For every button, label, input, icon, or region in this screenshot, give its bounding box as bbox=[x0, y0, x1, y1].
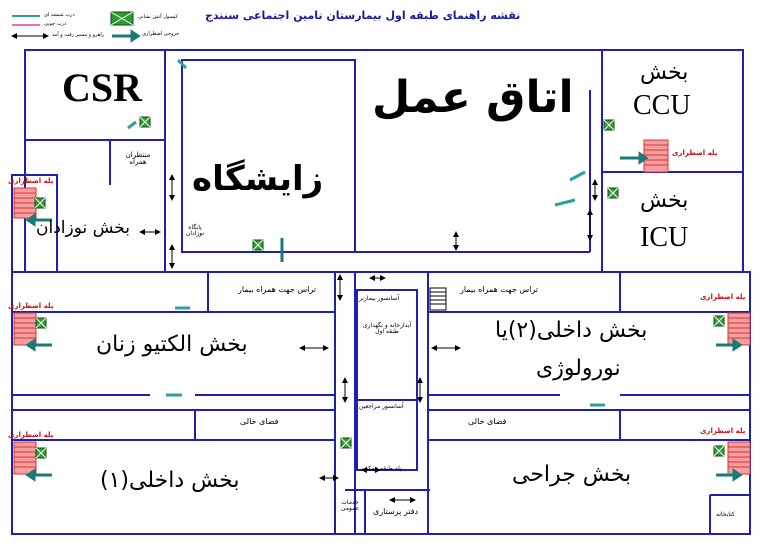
emergency-stair-label: پله اضطراری bbox=[8, 302, 54, 310]
stair-icon bbox=[728, 442, 750, 474]
room-surgery: بخش جراحی bbox=[512, 462, 632, 487]
fire-extinguisher-icon bbox=[714, 446, 724, 456]
room-neonatal: بخش نوزادان bbox=[36, 218, 131, 238]
door-icon bbox=[128, 122, 136, 128]
emergency-stair-label: پله اضطراری bbox=[8, 177, 54, 185]
door-icon bbox=[570, 172, 585, 180]
room-internal-1: بخش داخلی(۱) bbox=[100, 468, 240, 493]
legend-extinguisher: کپسول آتش نشانی bbox=[138, 14, 178, 20]
room-elevator-staff: آسانسور مراجعین bbox=[359, 403, 404, 410]
exit-arrow-icon bbox=[620, 154, 646, 162]
legend-door-wood: درب چوبی bbox=[44, 21, 67, 27]
fire-extinguisher-icon bbox=[341, 438, 351, 448]
emergency-stair-label: پله اضطراری bbox=[700, 427, 746, 435]
stair-icon bbox=[14, 442, 36, 474]
room-internal-2: بخش داخلی(۲)یا bbox=[495, 318, 648, 343]
room-icu: ICU bbox=[640, 222, 689, 253]
room-neurology: نورولوژی bbox=[536, 356, 621, 381]
emergency-stair-label: پله اضطراری bbox=[8, 431, 54, 439]
fire-extinguisher-icon bbox=[111, 12, 133, 25]
fire-extinguisher-icon bbox=[253, 240, 263, 250]
emergency-stair-label: پله اضطراری bbox=[672, 149, 718, 157]
room-pharmacy: آبدارخانه و نگهداری طبقه اول bbox=[362, 322, 412, 335]
room-companion-waiting: منتظران همراه bbox=[125, 151, 151, 166]
room-ccu: CCU bbox=[633, 90, 691, 121]
fire-extinguisher-icon bbox=[36, 318, 46, 328]
room-empty-left: فضای خالی bbox=[240, 417, 279, 426]
fire-extinguisher-icon bbox=[604, 120, 614, 130]
fire-extinguisher-icon bbox=[140, 117, 150, 127]
room-terrace-left: تراس جهت همراه بیمار bbox=[238, 285, 316, 294]
room-nurse-station: پایگاه نوزادان bbox=[185, 224, 205, 237]
legend-corridor: راهرو و مسیر رفت و آمد bbox=[52, 32, 105, 38]
legend-door-glass: درب شیشه ای bbox=[44, 12, 75, 18]
room-operating: اتاق عمل bbox=[372, 72, 574, 123]
exit-arrow-icon bbox=[28, 341, 52, 349]
room-nursing-office: دفتر پرستاری bbox=[373, 507, 419, 516]
stair-icon bbox=[644, 140, 668, 172]
room-service: خدمات عمومی bbox=[340, 499, 360, 512]
fire-extinguisher-icon bbox=[35, 198, 45, 208]
exit-arrow-icon bbox=[112, 32, 138, 40]
room-terrace-right: تراس جهت همراه بیمار bbox=[460, 285, 538, 294]
stair-icon bbox=[430, 288, 446, 310]
fire-extinguisher-icon bbox=[608, 188, 618, 198]
exit-arrow-icon bbox=[28, 471, 52, 479]
room-csr: CSR bbox=[62, 65, 143, 110]
room-icu-word: بخش bbox=[640, 188, 689, 213]
room-elevator-patient: آسانسور بیماربر bbox=[359, 295, 400, 302]
room-library: کتابخانه bbox=[716, 511, 735, 518]
room-delivery: زایشگاه bbox=[192, 159, 324, 199]
room-empty-right: فضای خالی bbox=[468, 417, 507, 426]
stair-icon bbox=[14, 188, 36, 218]
emergency-stair-label: پله اضطراری bbox=[700, 293, 746, 301]
stair-icon bbox=[728, 313, 750, 345]
room-elective-women: بخش الکتیو زنان bbox=[96, 332, 248, 357]
room-stairs-floor: پله طبقه همکف bbox=[362, 465, 402, 472]
fire-extinguisher-icon bbox=[36, 448, 46, 458]
map-title: نقشه راهنمای طبقه اول بیمارستان تامین اجتماعی سنندج bbox=[205, 9, 521, 22]
door-icon bbox=[555, 200, 575, 205]
legend-exit: خروجی اضطراری bbox=[142, 31, 180, 37]
room-ccu-word: بخش bbox=[640, 60, 689, 85]
legend-marks bbox=[12, 16, 40, 25]
fire-extinguisher-icon bbox=[714, 316, 724, 326]
